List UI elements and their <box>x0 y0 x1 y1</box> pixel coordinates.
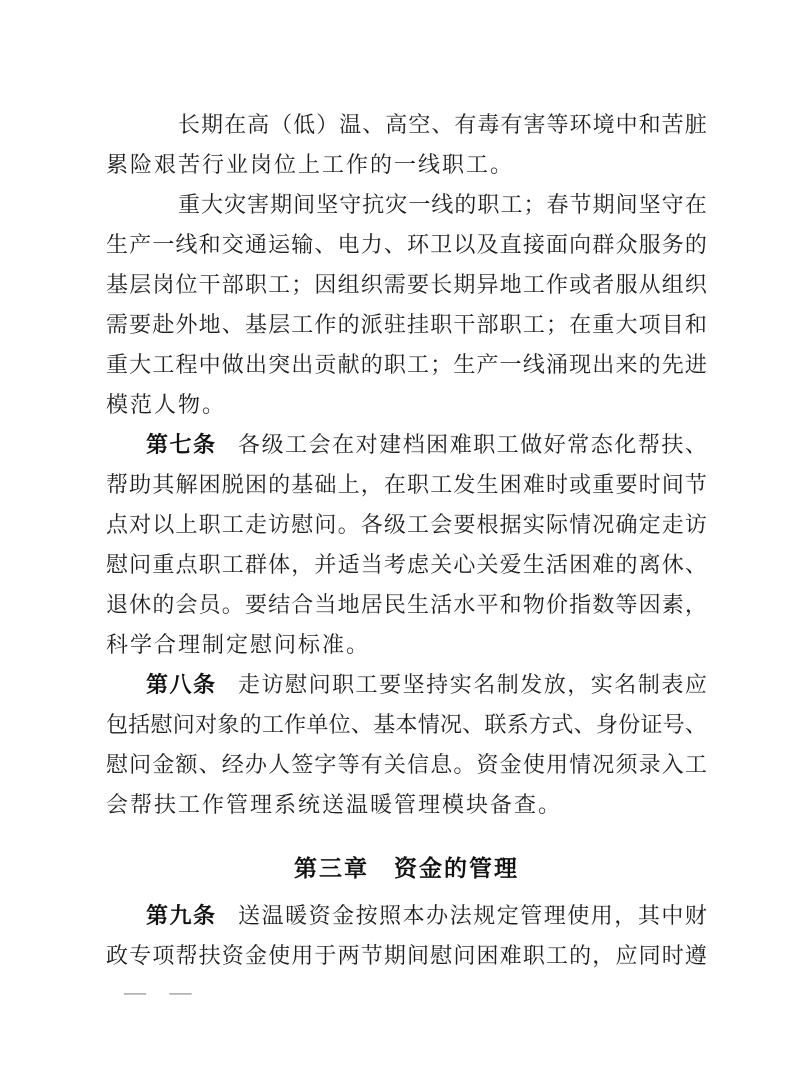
footer-dash-right: — <box>169 979 192 1004</box>
text-line: 生 产 一 线 和 交 通 运 输 、 电 力 、 环 卫 以 及 直 接 面 向 群 众 服 务 的 <box>106 232 707 257</box>
page-footer <box>124 981 192 1003</box>
text-line: 慰 问 金 额 、 经 办 人 签 字 等 有 关 信 息 。 资 金 使 用 情 况 须 录 入 工 <box>106 752 707 777</box>
text-line: 帮 助 其 解 困 脱 困 的 基 础 上 ， 在 职 工 发 生 困 难 时 或 重 要 时 间 节 <box>106 472 707 497</box>
footer-dash-left: — <box>124 979 146 1004</box>
text-line: 重 大 灾 害 期 间 坚 守 抗 灾 一 线 的 职 工 ； 春 节 期 间 坚 守 在 <box>178 192 707 217</box>
text-line: 点 对 以 上 职 工 走 访 慰 问 。 各 级 工 会 要 根 据 实 际 情 况 确 定 走 访 <box>106 512 707 537</box>
text-line: 退 休 的 会 员 。 要 结 合 当 地 居 民 生 活 水 平 和 物 价 指 数 等 因 素 ， <box>106 592 707 617</box>
text-line: 基 层 岗 位 干 部 职 工 ； 因 组 织 需 要 长 期 异 地 工 作 或 者 服 从 组 织 <box>106 272 707 297</box>
text-line: 包 括 慰 问 对 象 的 工 作 单 位 、 基 本 情 况 、 联 系 方 式 、 身 份 证 号 、 <box>106 712 707 737</box>
text-line: 慰 问 重 点 职 工 群 体 ， 并 适 当 考 虑 关 心 关 爱 生 活 困 难 的 离 休 、 <box>106 552 707 577</box>
text-line: 重 大 工 程 中 做 出 突 出 贡 献 的 职 工 ； 生 产 一 线 涌 现 出 来 的 先 进 <box>106 352 707 377</box>
text-line: 累险艰苦行业岗位上工作的一线职工。 <box>106 152 515 177</box>
text-line: 长 期 在 高 （ 低 ） 温 、 高 空 、 有 毒 有 害 等 环 境 中 和 苦 脏 <box>178 112 707 137</box>
text-line: 会帮扶工作管理系统送温暖管理模块备查。 <box>106 792 563 817</box>
text-line: 需 要 赴 外 地 、 基 层 工 作 的 派 驻 挂 职 干 部 职 工 ； 在 重 大 项 目 和 <box>106 312 707 337</box>
text-line: 政 专 项 帮 扶 资 金 使 用 于 两 节 期 间 慰 问 困 难 职 工 的 ， 应 同 时 遵 <box>106 943 707 968</box>
chapter-heading: 第三章 资金的管理 <box>294 855 519 881</box>
text-line: 第 八 条 走 访 慰 问 职 工 要 坚 持 实 名 制 发 放 ， 实 名 制 表 应 <box>146 672 707 697</box>
document-body <box>106 105 707 976</box>
text-line: 模范人物。 <box>106 392 227 417</box>
text-line: 第 九 条 送 温 暖 资 金 按 照 本 办 法 规 定 管 理 使 用 ， 其 中 财 <box>146 903 707 928</box>
text-line: 第 七 条 各 级 工 会 在 对 建 档 困 难 职 工 做 好 常 态 化 帮 扶 、 <box>146 432 707 457</box>
text-line: 科学合理制定慰问标准。 <box>106 632 371 657</box>
